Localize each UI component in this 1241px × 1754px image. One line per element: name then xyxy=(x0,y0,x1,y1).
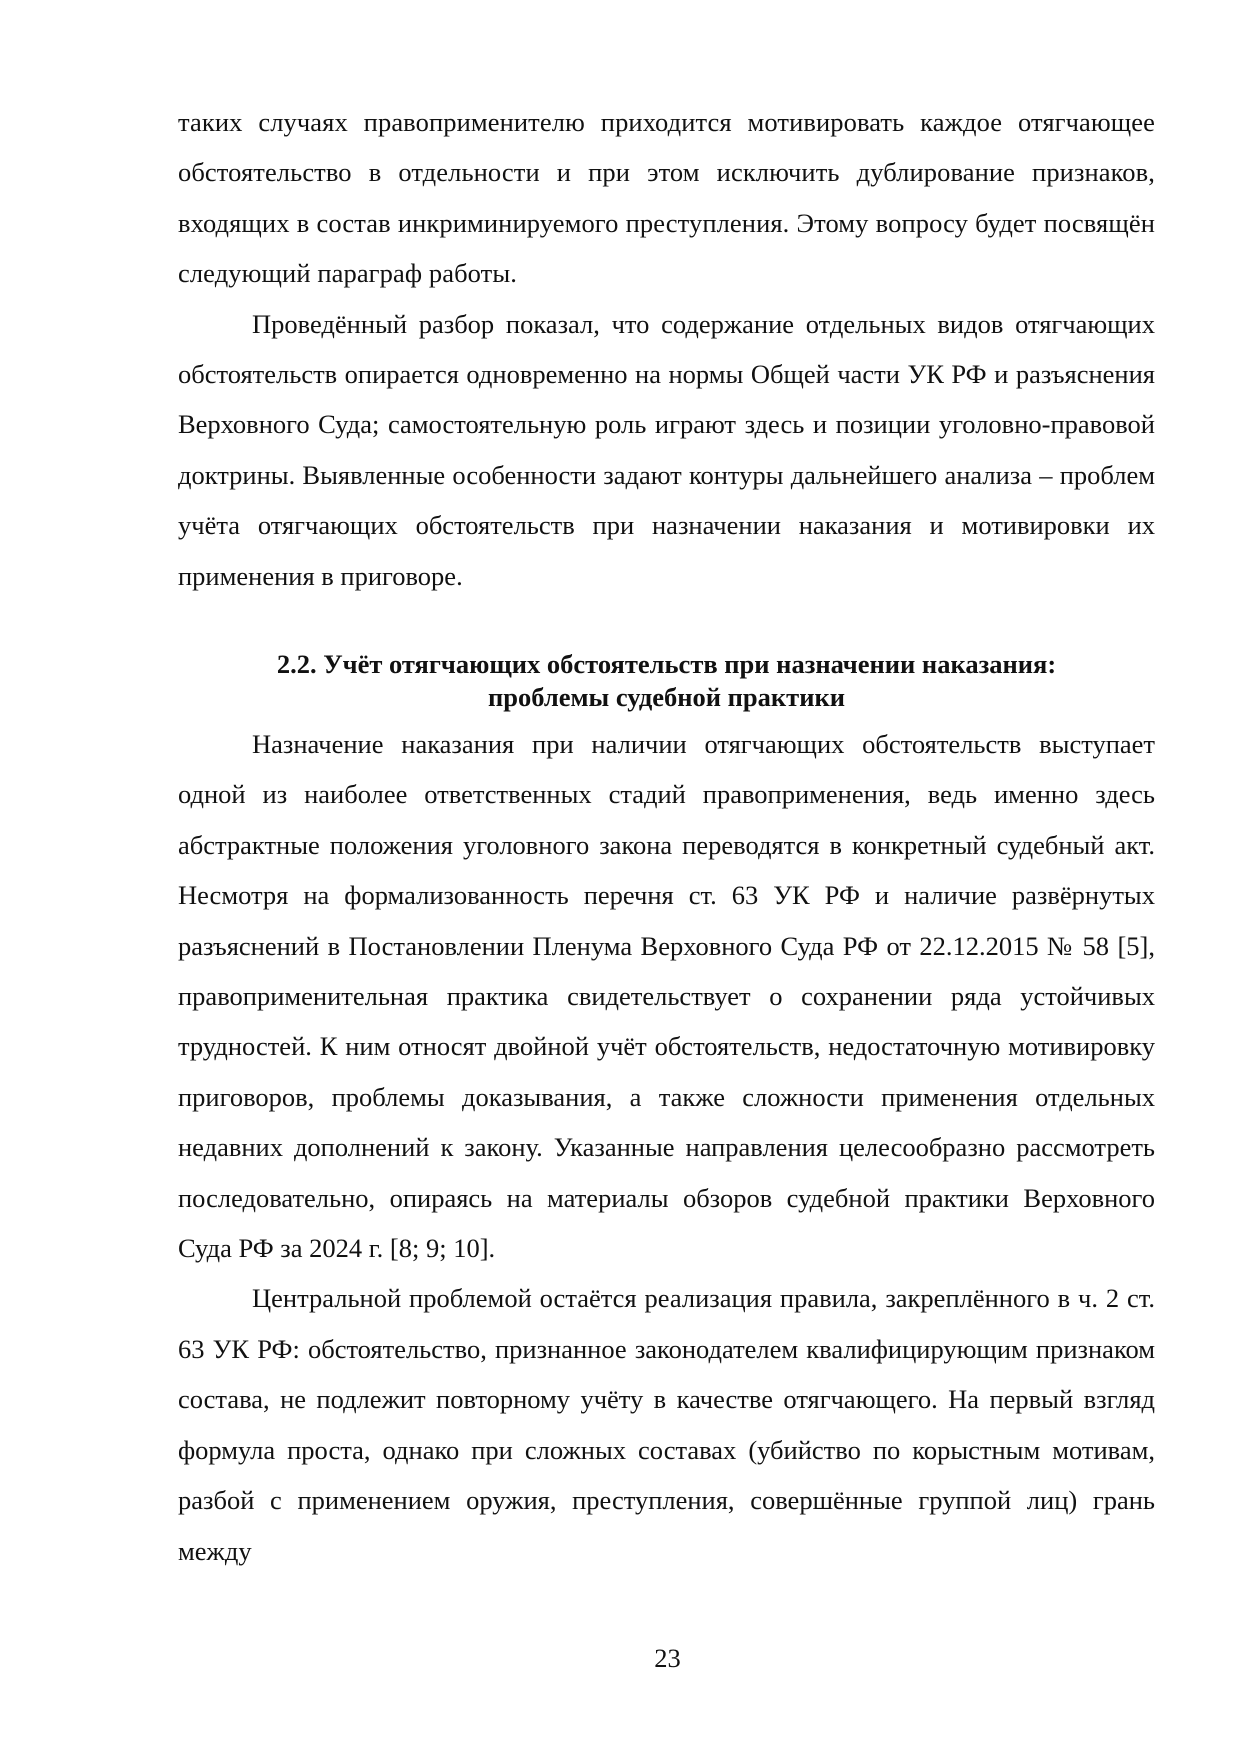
page-number: 23 xyxy=(654,1643,681,1673)
section-heading-line-2: проблемы судебной практики xyxy=(487,682,845,712)
text-after-heading xyxy=(178,719,1155,1576)
paragraph-central-problem: Центральной проблемой остаётся реализация правила, закреплённого в ч. 2 ст. 63 УК РФ: обстоятельство, признанное законодателем квалифицирующим признаком состава, не подлежит повторному учёту в качестве отягчающего. На первый взгляд формула проста, однако при сложных составах (убийство по корыстным мотивам, разбой с применением оружия, преступления, совершённые группой лиц) грань между xyxy=(178,1283,1155,1566)
section-heading xyxy=(178,648,1155,714)
paragraph-intro: Назначение наказания при наличии отягчающих обстоятельств выступает одной из наиболее ответственных стадий правоприменения, ведь именно здесь абстрактные положения уголовного закона переводятся в конкретный судебный акт. Несмотря на формализованность перечня ст. 63 УК РФ и наличие развёрнутых разъяснений в Постановлении Пленума Верховного Суда РФ от 22.12.2015 № 58 [5], правоприменительная практика свидетельствует о сохранении ряда устойчивых трудностей. К ним относят двойной учёт обстоятельств, недостаточную мотивировку приговоров, проблемы доказывания, а также сложности применения отдельных недавних дополнений к закону. Указанные направления целесообразно рассмотреть последовательно, опираясь на материалы обзоров судебной практики Верховного Суда РФ за 2024 г. [8; 9; 10]. xyxy=(178,729,1155,1264)
text-before-heading xyxy=(178,97,1155,601)
section-heading-line-1: 2.2. Учёт отягчающих обстоятельств при назначении наказания: xyxy=(276,649,1057,679)
paragraph-summary: Проведённый разбор показал, что содержание отдельных видов отягчающих обстоятельств опирается одновременно на нормы Общей части УК РФ и разъяснения Верховного Суда; самостоятельную роль играют здесь и позиции уголовно-правовой доктрины. Выявленные особенности задают контуры дальнейшего анализа – проблем учёта отягчающих обстоятельств при назначении наказания и мотивировки их применения в приговоре. xyxy=(178,308,1155,591)
paragraph-continuation: таких случаях правоприменителю приходится мотивировать каждое отягчающее обстоятельство в отдельности и при этом исключить дублирование признаков, входящих в состав инкриминируемого преступления. Этому вопросу будет посвящён следующий параграф работы. xyxy=(178,107,1155,289)
